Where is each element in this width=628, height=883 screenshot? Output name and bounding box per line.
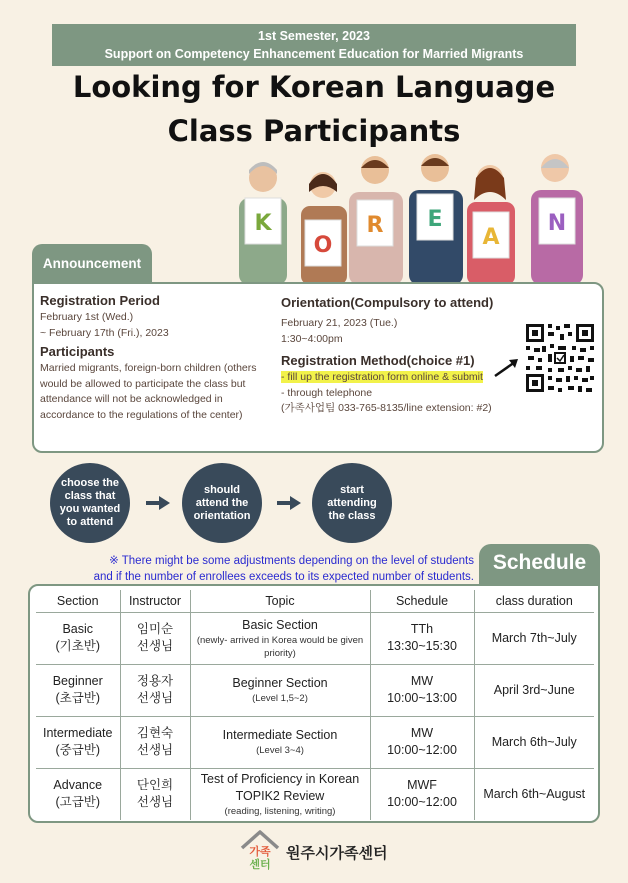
sign-letter-o: O [313,233,333,258]
class-duration: April 3rd~June [474,664,594,716]
arrow-right-icon [277,496,301,510]
arrow-right-icon [146,496,170,510]
class-duration: March 7th~July [474,612,594,664]
instructor-name: 단인희 [136,778,174,793]
class-duration: March 6th~July [474,716,594,768]
section-korean: (초급반) [55,691,101,705]
flow-step-1: choose the class that you wanted to attend [50,463,130,543]
topic-note: (newly- arrived in Korea would be given priority) [196,634,364,659]
topic-note: (Level 3~4) [256,745,304,756]
note-line-1: ※ There might be some adjustments depending on the level of students [109,555,474,567]
table-header-row [36,590,594,612]
schedule-days: MW [410,726,434,740]
flow-step-2: should attend the orientation [182,463,262,543]
table-row [36,716,594,768]
top-banner [52,24,576,66]
table-row [36,612,594,664]
instructor-name: 임미순 [136,622,174,636]
section-name: Basic [62,622,94,636]
schedule-time: 10:00~13:00 [387,691,457,705]
participants-heading: Participants [40,344,115,359]
sign-letter-r: R [366,213,384,238]
topic-title: Basic Section [242,617,318,632]
logo-text-bottom: 센터 [249,858,271,871]
header-instructor: Instructor [120,590,190,612]
section-name: Beginner [52,674,103,688]
registration-period-start: February 1st (Wed.) [40,311,134,323]
class-duration: March 6th~August [483,786,586,801]
section-korean: (기초반) [55,639,101,653]
schedule-days: MW [410,674,434,688]
flow-step-3: start attending the class [312,463,392,543]
registration-method-heading: Registration Method(choice #1) [281,353,475,368]
orientation-heading: Orientation(Compulsory to attend) [281,295,494,310]
instructor-title: 선생님 [136,743,174,757]
sign-letter-n: N [547,211,567,236]
section-name: Intermediate [43,726,113,740]
topic-title-line-2: TOPIK2 Review [235,788,325,803]
schedule-time: 13:30~15:30 [387,639,457,653]
schedule-time: 10:00~12:00 [387,795,457,810]
method-contact: (가족사업팀 033-765-8135/line extension: #2) [281,402,492,414]
center-name: 원주시가족센터 [286,844,388,862]
semester-label: 1st Semester, 2023 [258,29,370,43]
schedule-table [36,590,594,820]
section-korean: (중급반) [55,743,101,757]
registration-period-end: ~ February 17th (Fri.), 2023 [40,326,169,339]
qr-code-icon[interactable] [524,322,596,394]
header-section: Section [36,590,120,612]
instructor-title: 선생님 [136,691,174,705]
schedule-days: TTh [410,622,434,636]
header-topic: Topic [190,590,370,612]
program-title: Support on Competency Enhancement Education for Married Migrants [104,47,524,61]
table-row [36,664,594,716]
participants-text: Married migrants, foreign-born children (others would be allowed to participate the class but attendance will not be acknowledged in accordance to the regulations of the center) [40,362,257,421]
announcement-box [32,282,604,453]
topic-note: (reading, listening, writing) [224,805,336,817]
schedule-tab: Schedule [479,544,600,584]
family-center-logo-icon [238,828,282,872]
headline-line-1: Looking for Korean Language [72,70,556,104]
announcement-tab: Announcement [32,244,152,282]
people-illustration [225,150,610,285]
sign-letter-a: A [482,225,500,250]
schedule-time: 10:00~12:00 [387,743,457,757]
orientation-time: 1:30~4:00pm [281,332,343,345]
header-duration: class duration [474,590,594,612]
topic-title: Test of Proficiency in Korean [200,771,360,786]
section-korean: (고급반) [55,795,101,810]
schedule-box [28,584,600,823]
logo-text-top: 가족 [249,845,271,858]
sign-letter-k: K [254,211,272,236]
schedule-days: MWF [407,778,437,793]
section-name: Advance [53,778,103,793]
note-line-2: and if the number of enrollees exceeds to its expected number of students. [93,571,474,583]
method-online: - fill up the registration form online & submit [281,371,483,383]
instructor-name: 정용자 [136,674,174,688]
instructor-title: 선생님 [136,795,174,810]
topic-title: Intermediate Section [222,728,338,742]
sign-letter-e: E [427,207,443,232]
instructor-title: 선생님 [136,639,174,653]
table-row [36,768,594,820]
headline-line-2: Class Participants [167,114,461,148]
instructor-name: 김현숙 [136,726,174,740]
orientation-date: February 21, 2023 (Tue.) [281,317,398,329]
header-schedule: Schedule [370,590,474,612]
footer [238,828,408,872]
arrow-icon [493,356,521,378]
method-phone: - through telephone [281,386,373,399]
registration-period-heading: Registration Period [40,293,160,308]
topic-note: (Level 1,5~2) [252,693,308,704]
topic-title: Beginner Section [232,676,328,690]
